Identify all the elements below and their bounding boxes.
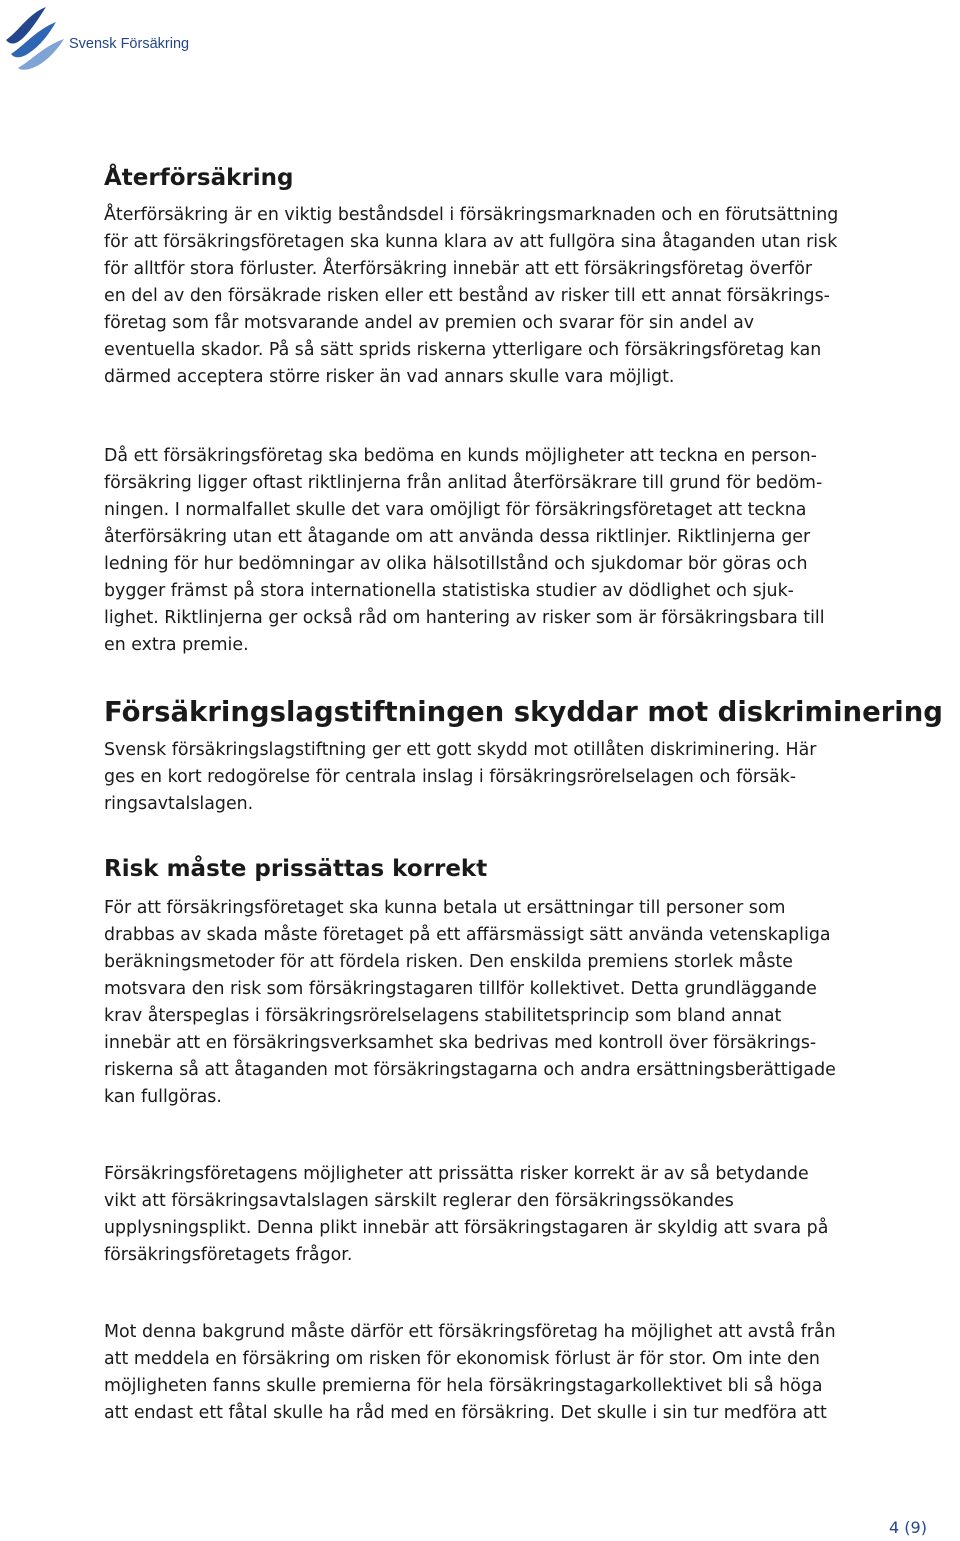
text-line: Försäkringsföretagens möjligheter att prissätta risker korrekt är av så betydande xyxy=(104,1164,809,1184)
heading-diskriminering: Försäkringslagstiftningen skyddar mot diskriminering xyxy=(104,696,943,728)
text-line: riskerna så att åtaganden mot försäkringstagarna och andra ersättningsberättigade xyxy=(104,1060,836,1080)
text-line: eventuella skador. På så sätt sprids riskerna ytterligare och försäkringsföretag kan xyxy=(104,340,822,360)
heading-risk-prissattning: Risk måste prissättas korrekt xyxy=(104,856,488,882)
text-line: ledning för hur bedömningar av olika hälsotillstånd och sjukdomar bör göras och xyxy=(104,554,808,574)
text-line: För att försäkringsföretaget ska kunna betala ut ersättningar till personer som xyxy=(104,898,786,918)
text-line: Återförsäkring är en viktig beståndsdel i försäkringsmarknaden och en förutsättning xyxy=(104,205,839,225)
paragraph-risk-2 xyxy=(104,1161,960,1269)
text-line: en del av den försäkrade risken eller ett bestånd av risker till ett annat försäkrings- xyxy=(104,286,830,306)
text-line: för att försäkringsföretagen ska kunna klara av att fullgöra sina åtaganden utan risk xyxy=(104,232,838,252)
text-line: ges en kort redogörelse för centrala inslag i försäkringsrörelselagen och försäk- xyxy=(104,767,797,787)
text-line: försäkring ligger oftast riktlinjerna från anlitad återförsäkrare till grund för bedöm- xyxy=(104,473,823,493)
svensk-forsakring-logo xyxy=(2,4,190,72)
page-number: 4 (9) xyxy=(889,1518,927,1537)
text-line: försäkringsföretagets frågor. xyxy=(104,1245,353,1265)
text-line: Då ett försäkringsföretag ska bedöma en kunds möjligheter att teckna en person- xyxy=(104,446,817,466)
logo-text: Svensk Försäkring xyxy=(69,36,190,52)
text-line: motsvara den risk som försäkringstagaren tillför kollektivet. Detta grundläggande xyxy=(104,979,817,999)
text-line: vikt att försäkringsavtalslagen särskilt reglerar den försäkringssökandes xyxy=(104,1191,734,1211)
text-line: ningen. I normalfallet skulle det vara omöjligt för försäkringsföretaget att teckna xyxy=(104,500,807,520)
paragraph-aterforsakring-2 xyxy=(104,443,960,659)
text-line: innebär att en försäkringsverksamhet ska bedrivas med kontroll över försäkrings- xyxy=(104,1033,817,1053)
paragraph-risk-1 xyxy=(104,895,960,1111)
text-line: drabbas av skada måste företaget på ett affärsmässigt sätt använda vetenskapliga xyxy=(104,925,831,945)
paragraph-risk-3 xyxy=(104,1319,960,1427)
text-line: att meddela en försäkring om risken för ekonomisk förlust är för stor. Om inte den xyxy=(104,1349,820,1369)
text-line: lighet. Riktlinjerna ger också råd om hantering av risker som är försäkringsbara till xyxy=(104,608,825,628)
text-line: återförsäkring utan ett åtagande om att använda dessa riktlinjer. Riktlinjerna ger xyxy=(104,527,811,547)
text-line: krav återspeglas i försäkringsrörelselagens stabilitetsprincip som bland annat xyxy=(104,1006,782,1026)
text-line: en extra premie. xyxy=(104,635,249,655)
paragraph-diskriminering xyxy=(104,737,960,818)
text-line: företag som får motsvarande andel av premien och svarar för sin andel av xyxy=(104,313,755,333)
text-line: Svensk försäkringslagstiftning ger ett gott skydd mot otillåten diskriminering. Här xyxy=(104,740,817,760)
text-line: möjligheten fanns skulle premierna för hela försäkringstagarkollektivet bli så höga xyxy=(104,1376,823,1396)
text-line: kan fullgöras. xyxy=(104,1087,222,1107)
text-line: att endast ett fåtal skulle ha råd med en försäkring. Det skulle i sin tur medföra att xyxy=(104,1403,827,1423)
text-line: för alltför stora förluster. Återförsäkring innebär att ett försäkringsföretag överför xyxy=(104,259,813,279)
text-line: därmed acceptera större risker än vad annars skulle vara möjligt. xyxy=(104,367,675,387)
logo-swoosh-icon xyxy=(2,4,72,74)
heading-aterforsakring: Återförsäkring xyxy=(104,165,294,191)
text-line: upplysningsplikt. Denna plikt innebär att försäkringstagaren är skyldig att svara på xyxy=(104,1218,829,1238)
text-line: ringsavtalslagen. xyxy=(104,794,254,814)
text-line: beräkningsmetoder för att fördela risken. Den enskilda premiens storlek måste xyxy=(104,952,793,972)
text-line: bygger främst på stora internationella statistiska studier av dödlighet och sjuk- xyxy=(104,581,794,601)
paragraph-aterforsakring-1 xyxy=(104,202,960,391)
text-line: Mot denna bakgrund måste därför ett försäkringsföretag ha möjlighet att avstå från xyxy=(104,1322,836,1342)
